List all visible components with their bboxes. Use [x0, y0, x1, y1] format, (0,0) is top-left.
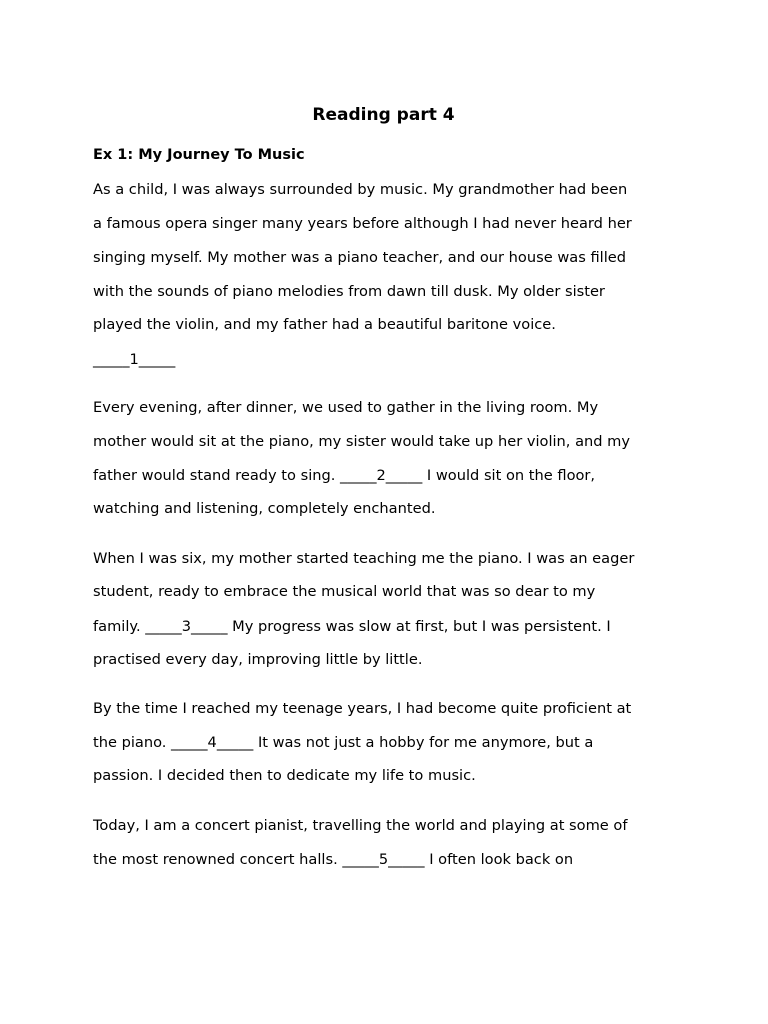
text-line: student, ready to embrace the musical world that was so dear to my: [93, 583, 596, 600]
gap-blank-1: _____1_____: [93, 351, 176, 368]
text-line: father would stand ready to sing. _____2_____ I would sit on the floor,: [93, 467, 596, 484]
text-line: practised every day, improving little by little.: [93, 651, 423, 668]
text-line: passion. I decided then to dedicate my life to music.: [93, 767, 476, 784]
text-line: family. _____3_____ My progress was slow at first, but I was persistent. I: [93, 618, 611, 635]
page-title: Reading part 4: [312, 105, 455, 125]
text-line: Today, I am a concert pianist, travelling the world and playing at some of: [93, 817, 628, 834]
text-line: By the time I reached my teenage years, I had become quite proficient at: [93, 700, 632, 717]
text-line: played the violin, and my father had a beautiful baritone voice.: [93, 316, 556, 333]
exercise-heading: Ex 1: My Journey To Music: [93, 147, 305, 163]
text-line: As a child, I was always surrounded by music. My grandmother had been: [93, 181, 628, 198]
text-line: mother would sit at the piano, my sister would take up her violin, and my: [93, 433, 631, 450]
text-line: singing myself. My mother was a piano teacher, and our house was filled: [93, 249, 626, 266]
text-line: with the sounds of piano melodies from dawn till dusk. My older sister: [93, 283, 605, 300]
text-line: When I was six, my mother started teaching me the piano. I was an eager: [93, 550, 635, 567]
text-line: watching and listening, completely enchanted.: [93, 500, 436, 517]
text-line: the piano. _____4_____ It was not just a hobby for me anymore, but a: [93, 734, 594, 751]
text-line: the most renowned concert halls. _____5_____ I often look back on: [93, 851, 574, 868]
text-line: Every evening, after dinner, we used to gather in the living room. My: [93, 399, 599, 416]
text-line: a famous opera singer many years before although I had never heard her: [93, 215, 632, 232]
